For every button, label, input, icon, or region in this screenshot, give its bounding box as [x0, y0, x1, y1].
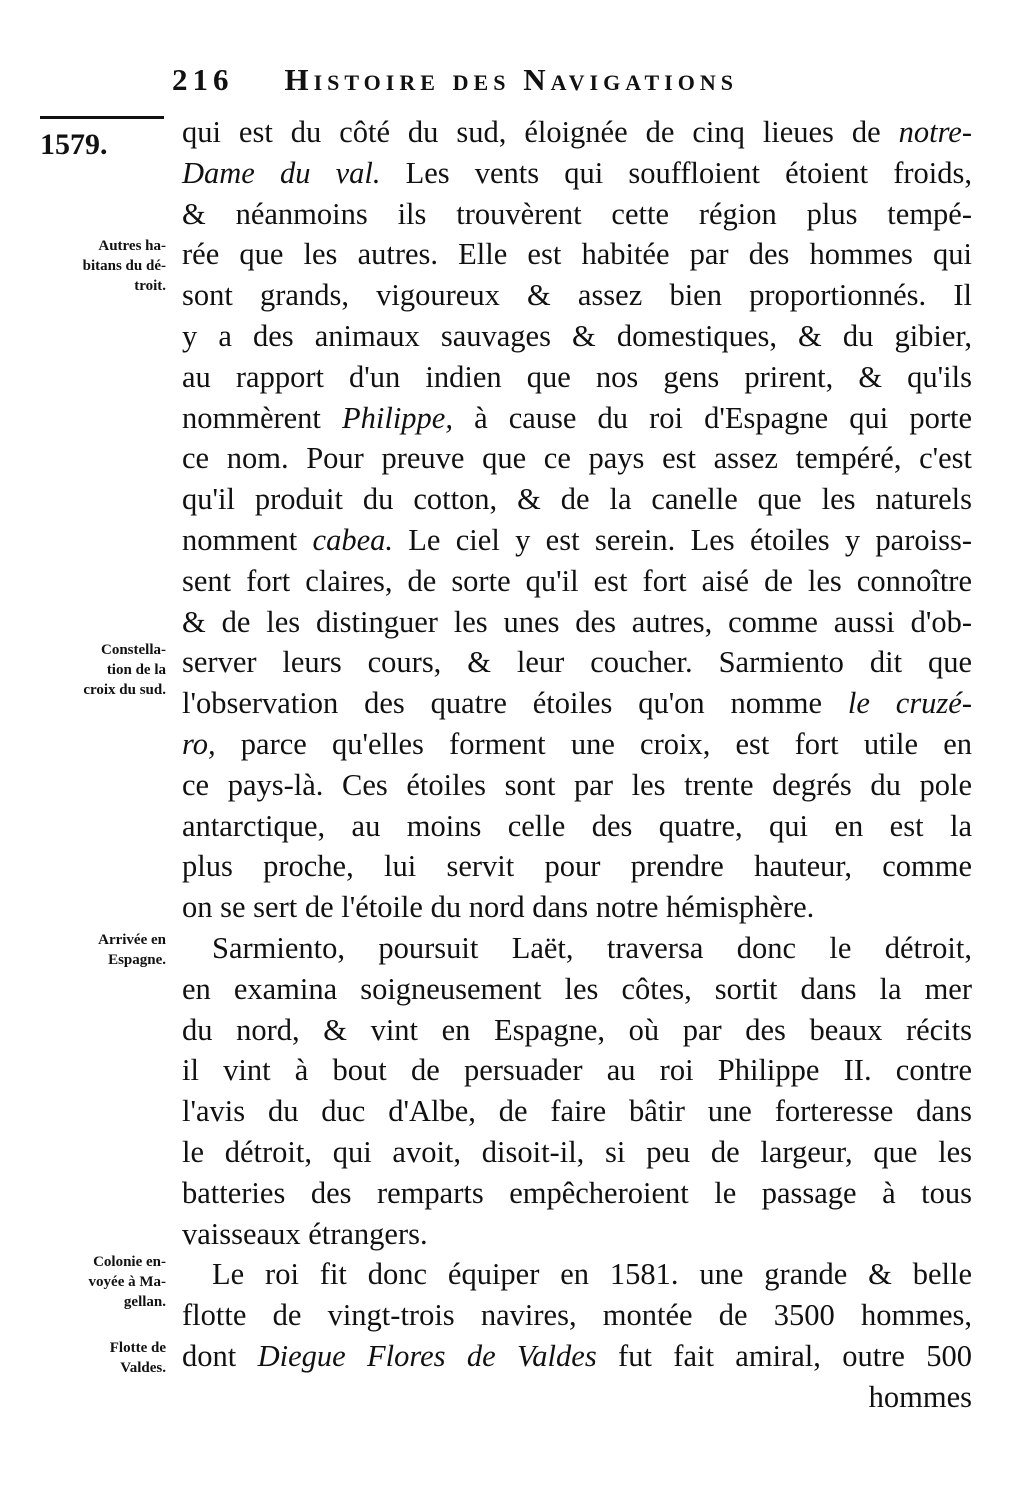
text-run: sent fort claires, de sorte qu'il est fort aisé de les connoître: [182, 563, 972, 598]
text-run: du nord, & vint en Espagne, où par des beaux récits: [182, 1012, 972, 1047]
text-run: l'avis du duc d'Albe, de faire bâtir une forteresse dans: [182, 1094, 972, 1129]
text-line: [182, 971, 972, 1007]
text-line: [182, 440, 972, 476]
text-run: Les vents qui souffloient étoient froids,: [380, 155, 972, 190]
italic-text: notre-: [898, 115, 972, 149]
text-line: [182, 318, 972, 354]
running-title: Histoire des Navigations: [284, 62, 738, 97]
text-run: & de les distinguer les unes des autres, comme aussi d'ob-: [182, 604, 972, 639]
text-line: [182, 726, 972, 762]
italic-text: le cruzé-: [847, 686, 972, 721]
text-line: [182, 685, 972, 721]
text-run: batteries des remparts empêcheroient le passage à tous: [182, 1175, 972, 1210]
italic-text: cabea.: [312, 523, 393, 557]
text-line: [182, 359, 972, 395]
text-run: sont grands, vigoureux & assez bien proportionnés. Il: [182, 278, 972, 313]
margin-note: Autres ha- bitans du dé- troit.: [82, 238, 166, 294]
text-line: [182, 1012, 972, 1048]
text-run: nommèrent: [182, 400, 342, 435]
text-run: qu'il produit du cotton, & de la canelle que les naturels: [182, 482, 972, 517]
text-line: [182, 848, 972, 884]
text-line: [182, 1338, 972, 1374]
text-run: server leurs cours, & leur coucher. Sarmiento dit que: [182, 645, 972, 680]
text-line: [182, 1175, 972, 1211]
text-run: en examina soigneusement les côtes, sortit dans la mer: [182, 971, 972, 1006]
text-line: [182, 644, 972, 680]
text-line: [182, 1379, 972, 1415]
margin-note: Arrivée en Espagne.: [98, 932, 166, 968]
text-run: Sarmiento, poursuit Laët, traversa donc le détroit,: [212, 931, 972, 965]
text-run: ce pays-là. Ces étoiles sont par les trente degrés du pole: [182, 767, 972, 802]
italic-text: Dame du val.: [182, 155, 381, 190]
text-line: [182, 563, 972, 599]
text-line: [182, 889, 972, 925]
text-run: Le roi fit donc équiper en 1581. une grande & belle: [212, 1257, 972, 1292]
text-line: [182, 196, 972, 232]
text-line: [182, 604, 972, 640]
page-number: 216: [172, 62, 234, 97]
running-header: [172, 62, 972, 98]
text-run: l'observation des quatre étoiles qu'on nomme: [182, 686, 848, 721]
text-run: flotte de vingt-trois navires, montée de 3500 hommes,: [182, 1298, 972, 1333]
text-line: [212, 1256, 972, 1292]
text-line: [182, 277, 972, 313]
italic-text: Diegue Flores de Valdes: [257, 1339, 597, 1373]
text-line: [212, 930, 972, 966]
year-rule: [40, 116, 164, 119]
text-run: fut fait amiral, outre 500: [596, 1339, 972, 1373]
text-line: [182, 808, 972, 844]
text-run: il vint à bout de persuader au roi Philippe II. contre: [182, 1053, 972, 1088]
text-run: nomment: [182, 523, 313, 557]
text-run: hommes: [868, 1379, 972, 1414]
text-run: parce qu'elles forment une croix, est fort utile en: [215, 727, 972, 761]
text-run: antarctique, au moins celle des quatre, qui en est la: [182, 808, 972, 843]
text-line: [182, 236, 972, 272]
text-line: [182, 400, 972, 436]
italic-text: ro,: [182, 727, 216, 761]
text-line: [182, 481, 972, 517]
text-line: [182, 114, 972, 150]
text-run: dont: [182, 1339, 258, 1373]
text-run: rée que les autres. Elle est habitée par des hommes qui: [182, 237, 972, 272]
italic-text: Philippe,: [342, 400, 453, 435]
margin-note: Flotte de Valdes.: [109, 1340, 166, 1376]
text-line: [182, 155, 972, 191]
text-run: y a des animaux sauvages & domestiques, & du gibier,: [182, 319, 972, 353]
text-line: [182, 1052, 972, 1088]
margin-note: Constella- tion de la croix du sud.: [83, 642, 166, 698]
text-run: qui est du côté du sud, éloignée de cinq lieues de: [182, 115, 899, 149]
margin-note: Colonie en- voyée à Ma- gellan.: [88, 1254, 166, 1310]
text-line: [182, 1297, 972, 1333]
margin-year: 1579.: [40, 128, 108, 161]
text-line: [182, 767, 972, 803]
text-run: & néanmoins ils trouvèrent cette région plus tempé-: [182, 196, 972, 231]
text-run: Le ciel y est serein. Les étoiles y paroiss-: [392, 523, 972, 557]
text-line: [182, 1093, 972, 1129]
text-line: [182, 1216, 972, 1252]
text-run: à cause du roi d'Espagne qui porte: [452, 400, 972, 435]
text-run: plus proche, lui servit pour prendre hauteur, comme: [182, 849, 972, 884]
text-line: [182, 522, 972, 558]
text-run: vaisseaux étrangers.: [182, 1216, 428, 1251]
text-line: [182, 1134, 972, 1170]
text-run: on se sert de l'étoile du nord dans notre hémisphère.: [182, 890, 815, 925]
text-run: au rapport d'un indien que nos gens prirent, & qu'ils: [182, 359, 972, 394]
text-run: le détroit, qui avoit, disoit-il, si peu de largeur, que les: [182, 1135, 972, 1169]
text-run: ce nom. Pour preuve que ce pays est assez tempéré, c'est: [182, 441, 972, 476]
